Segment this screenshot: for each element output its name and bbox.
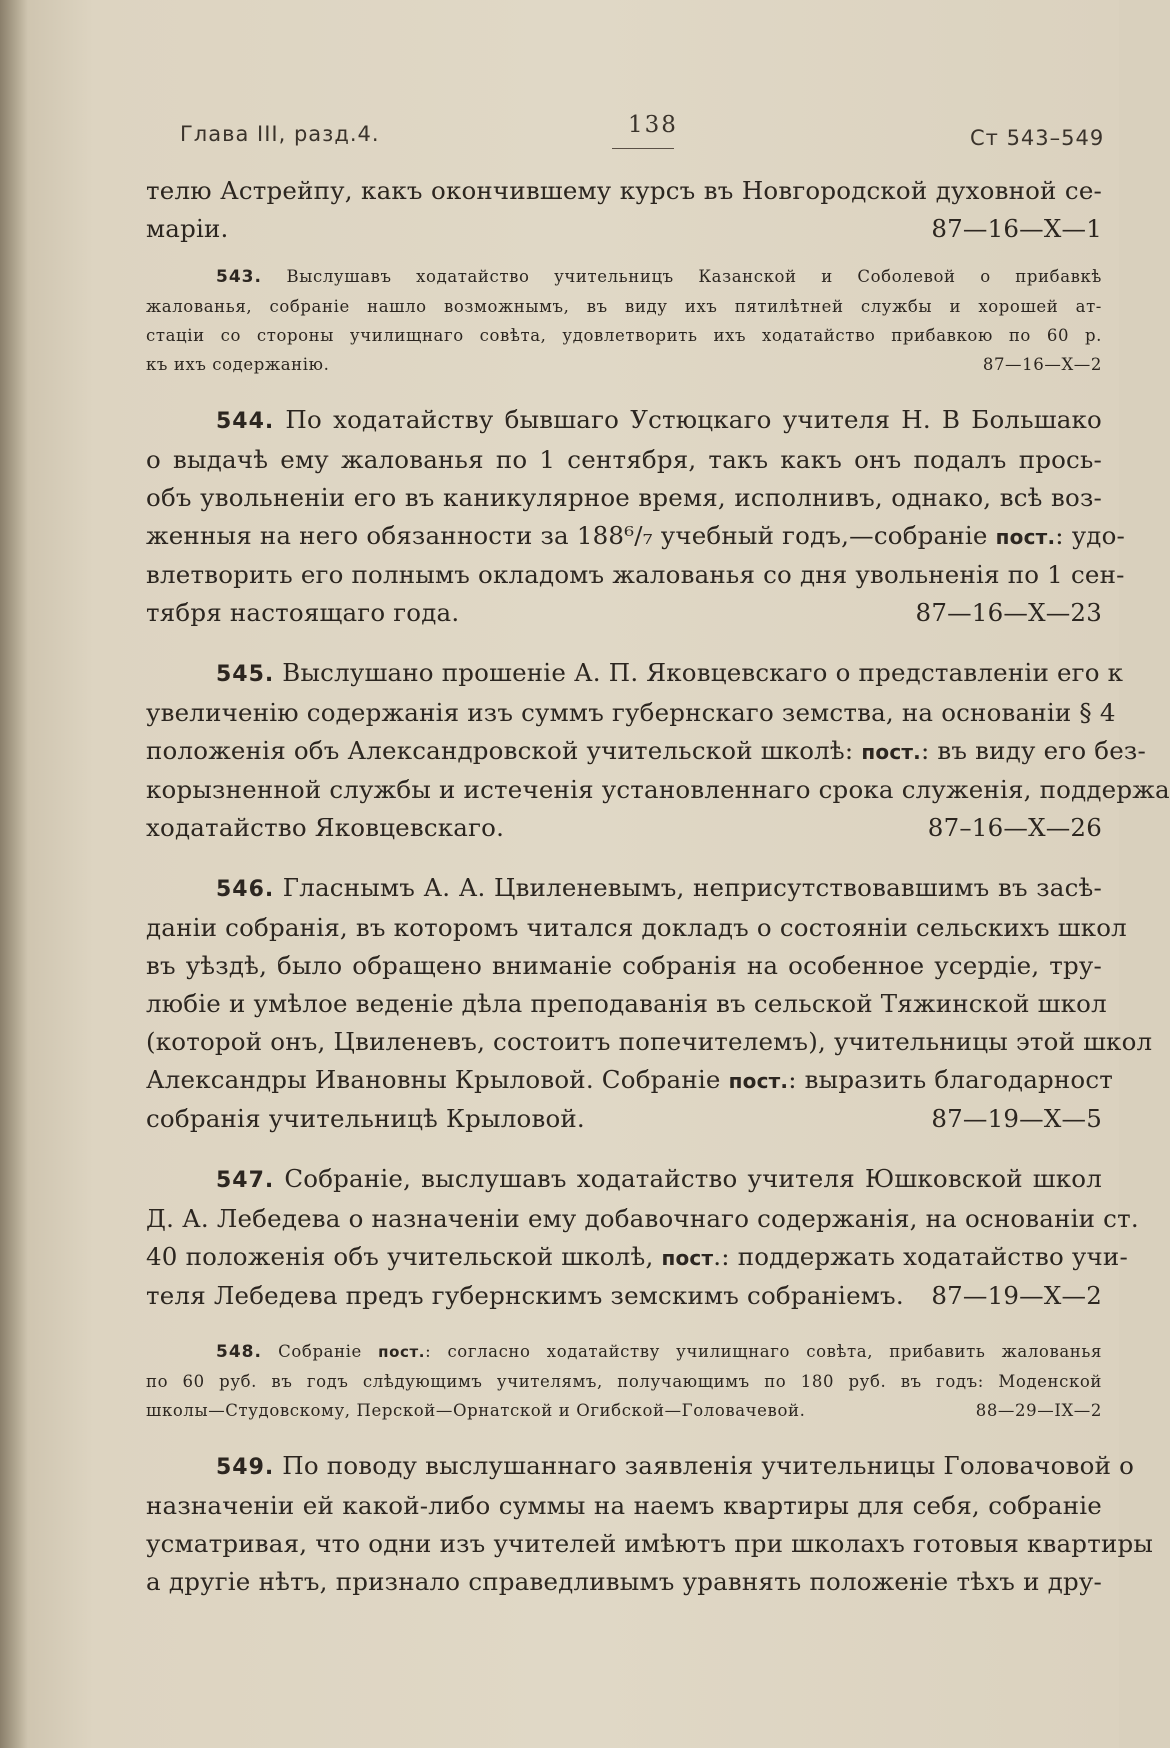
text-line: въ уѣздѣ, было обращено вниманіе собранія на особенное усердіе, тру-: [146, 951, 1102, 980]
book-spine-shadow: [0, 0, 28, 1748]
entry-543: [146, 262, 1102, 379]
text-line: маріи. 87—16—X—1: [146, 210, 1102, 248]
journal-reference: 87—16—X—2: [982, 355, 1102, 374]
page-header: [180, 112, 1120, 162]
text-line: объ увольненіи его въ каникулярное время, исполнивъ, однако, всѣ воз-: [146, 483, 1102, 512]
journal-reference: 87—19—X—2: [931, 1281, 1102, 1310]
resolution-abbrev: пост.: [728, 1069, 789, 1093]
journal-reference: 87—16—X—23: [915, 598, 1102, 627]
text-line: 546. Гласнымъ А. А. Цвиленевымъ, неприсутствовавшимъ въ засѣ-: [216, 873, 1102, 902]
entry-547: [146, 1160, 1139, 1315]
resolution-abbrev: пост.: [861, 740, 921, 764]
text-line: по 60 руб. въ годъ слѣдующимъ учителямъ, получающимъ по 180 руб. въ годъ: Моденской: [146, 1372, 1102, 1391]
journal-reference: 87—16—X—1: [931, 214, 1102, 243]
text-line: жалованья, собраніе нашло возможнымъ, въ виду ихъ пятилѣтней службы и хорошей ат-: [146, 297, 1102, 316]
journal-reference: 87—19—X—5: [931, 1104, 1102, 1133]
article-number: 546.: [216, 877, 275, 902]
text-line: увеличенію содержанія изъ суммъ губернскаго земства, на основаніи § 4: [146, 698, 1116, 727]
text-line: положенія объ Александровской учительской школѣ: пост.: въ виду его без-: [146, 736, 1146, 765]
journal-reference: 88—29—IX—2: [975, 1401, 1102, 1420]
entry-545: [146, 654, 1170, 847]
text-line: любіе и умѣлое веденіе дѣла преподаванія въ сельской Тяжинской школ: [146, 989, 1107, 1018]
chapter-label: Глава III, разд.4.: [180, 122, 380, 146]
entry-546: [146, 869, 1153, 1138]
entry-549: [146, 1447, 1154, 1601]
text-line: а другіе нѣтъ, признало справедливымъ уравнять положеніе тѣхъ и дру-: [146, 1567, 1102, 1596]
article-number: 543.: [216, 267, 262, 287]
entry-548: [146, 1337, 1102, 1425]
entry-544: [146, 401, 1126, 632]
page-number-rule: [612, 148, 674, 149]
article-number: 545.: [216, 662, 275, 687]
text-line: 548. Собраніе пост.: согласно ходатайству училищнаго совѣта, прибавить жалованья: [216, 1342, 1102, 1362]
resolution-abbrev: пост.: [995, 525, 1056, 549]
text-line: корызненной службы и истеченія установленнаго срока служенія, поддержа: [146, 775, 1170, 804]
text-line: 40 положенія объ учительской школѣ, пост.: поддержать ходатайство учи-: [146, 1242, 1128, 1271]
text-line: школы—Студовскому, Перской—Орнатской и Огибской—Головачевой. 88—29—IX—2: [146, 1396, 1102, 1425]
text-line: телю Астрейпу, какъ окончившему курсъ въ Новгородской духовной се-: [146, 176, 1102, 205]
resolution-abbrev: пост: [661, 1246, 714, 1270]
text-line: собранія учительницѣ Крыловой. 87—19—X—5: [146, 1100, 1102, 1138]
article-number: 547.: [216, 1168, 275, 1193]
text-line: Д. А. Лебедева о назначеніи ему добавочнаго содержанія, на основаніи ст.: [146, 1204, 1139, 1233]
article-number: 544.: [216, 409, 275, 434]
text-line: 545. Выслушано прошеніе А. П. Яковцевскаго о представленіи его к: [216, 658, 1124, 687]
page-number: 138: [628, 112, 678, 138]
text-line: къ ихъ содержанію. 87—16—X—2: [146, 350, 1102, 379]
text-line: влетворить его полнымъ окладомъ жалованья со дня увольненія по 1 сен-: [146, 560, 1125, 589]
text-line: женныя на него обязанности за 188⁶/₇ учебный годъ,—собраніе пост.: удо-: [146, 521, 1126, 550]
text-line: даніи собранія, въ которомъ читался докладъ о состояніи сельскихъ школ: [146, 913, 1127, 942]
journal-reference: 87–16—X—26: [927, 813, 1102, 842]
text-line: 547. Собраніе, выслушавъ ходатайство учителя Юшковской школ: [216, 1164, 1102, 1193]
page-content: [146, 172, 1170, 1712]
article-range: Ст 543–549: [970, 126, 1105, 150]
entry-continuation: [146, 172, 1102, 248]
text-line: теля Лебедева предъ губернскимъ земскимъ собраніемъ. 87—19—X—2: [146, 1277, 1102, 1315]
resolution-abbrev: пост.: [378, 1343, 426, 1361]
text-line: 543. Выслушавъ ходатайство учительницъ Казанской и Соболевой о прибавкѣ: [216, 267, 1102, 287]
text-line: (которой онъ, Цвиленевъ, состоитъ попечителемъ), учительницы этой школ: [146, 1027, 1153, 1056]
article-number: 549.: [216, 1455, 275, 1480]
text-line: о выдачѣ ему жалованья по 1 сентября, такъ какъ онъ подалъ прось-: [146, 445, 1102, 474]
text-line: тября настоящаго года. 87—16—X—23: [146, 594, 1102, 632]
article-number: 548.: [216, 1342, 262, 1362]
text-line: стаціи со стороны училищнаго совѣта, удовлетворить ихъ ходатайство прибавкою по 60 р.: [146, 326, 1102, 345]
text-line: усматривая, что одни изъ учителей имѣютъ при школахъ готовыя квартиры: [146, 1529, 1154, 1558]
text-line: Александры Ивановны Крыловой. Собраніе пост.: выразить благодарност: [146, 1065, 1114, 1094]
text-line: ходатайство Яковцевскаго. 87–16—X—26: [146, 809, 1102, 847]
text-line: назначеніи ей какой-либо суммы на наемъ квартиры для себя, собраніе: [146, 1491, 1102, 1520]
text-line: 544. По ходатайству бывшаго Устюцкаго учителя Н. В Большако: [216, 405, 1102, 434]
text-line: 549. По поводу выслушаннаго заявленія учительницы Головачовой о: [216, 1451, 1135, 1480]
